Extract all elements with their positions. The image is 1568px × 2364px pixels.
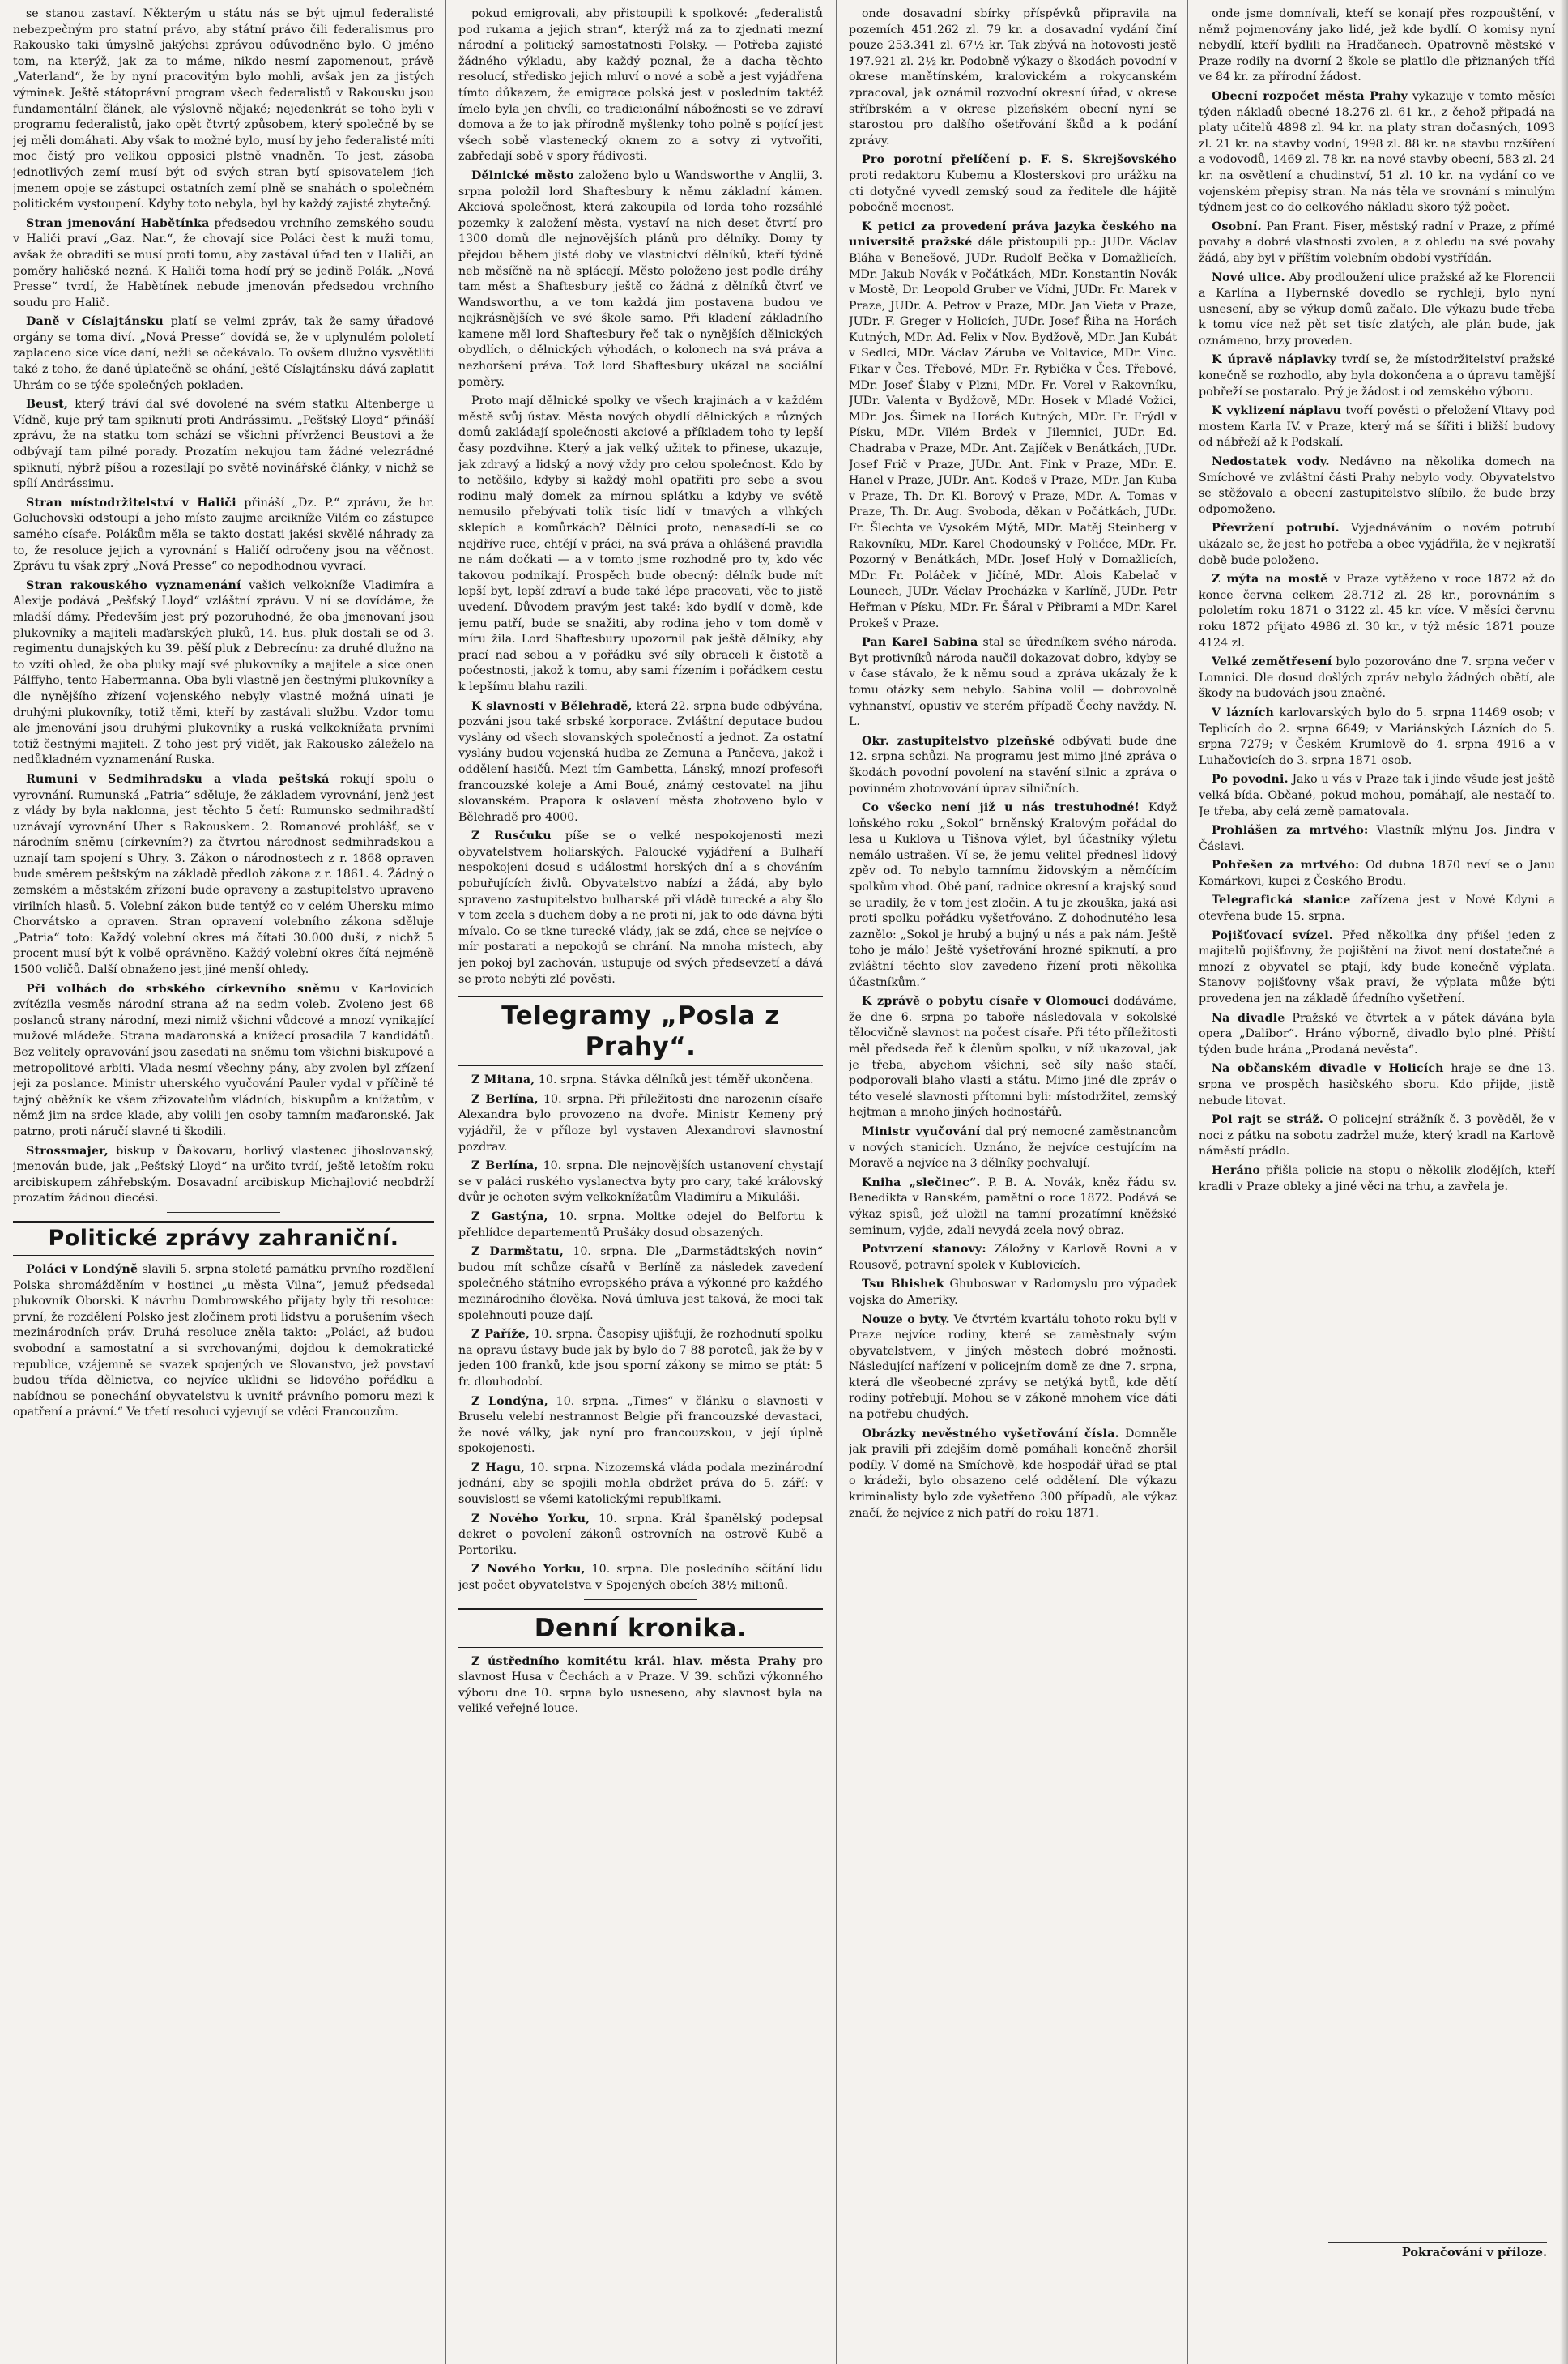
column-3-articles	[849, 6, 1177, 1521]
article	[458, 1512, 823, 1560]
article-text: se stanou zastaví. Některým u státu nás se být ujmul federalisté nebezpečným pro statní právo, aby státní právo čili federalismus pro Rakousko taki úmyslně jakýchsi zprávou odůvodněno bylo. O jméno tom, na kterýž, jak za to máme, nikdo nesmí zapomenout, právě „Vaterland“, že by nyní pracovitým bylo mohli, avšak jen za jistých výminek. Ještě státoprávní program všech federalistů v Rakousku jsou fundamentální článek, ale výslovně nějaké; nejedenkrát se toho byli v programu federalistů, jako opět čtvrtý způsobem, který společně by se jej měli domáhati. Aby však to možné bylo, musí by jeho federalisté míti moc čistý pro velikou opposici plstně vnadněn. To jest, zásoba jednotlivých zemí musí být od svých stran bytí spisovatelem jich jmenem opoje se zástupci ostatních zemí plně se snahách o společném politickém vystoupení. Kdyby toto nebyla, byl by každý zajisté zbytečný.	[13, 7, 434, 211]
article-heading: Obrázky nevěstného vyšetřování čísla.	[862, 1427, 1119, 1440]
article	[458, 1562, 823, 1594]
article-text: 10. srpna. Dle posledního sčítání lidu jest počet obyvatelstva v Spojených obcích 38½ milionů.	[458, 1563, 823, 1593]
article-heading: Poláci v Londýně	[26, 1262, 138, 1276]
column-1-foreign-articles	[13, 1262, 434, 1421]
article-heading: Stran jmenování Habětínka	[26, 216, 210, 230]
article-text: tvrdí se, že místodržitelství pražské konečně se rozhodlo, aby byla dokončena a o úpravu tamější pobřeží se postaralo. Prý je žádost i od zemského výboru.	[1199, 353, 1555, 399]
article	[849, 734, 1177, 797]
column-1	[13, 6, 434, 2348]
article-heading: Stran místodržitelství v Haliči	[26, 496, 236, 510]
article-text: Pan Frant. Fiser, městský radní v Praze, z přímé povahy a dobré vlastnosti zvolen, a z ohledu na své povahy žádá, aby byl v příštím volebním období vystřídán.	[1199, 220, 1555, 265]
article	[458, 1210, 823, 1241]
article-text: předsedou vrchního zemského soudu v Haliči praví „Gaz. Nar.“, že chovají sice Poláci čest k muži tomu, avšak že obraditi se musí proti tomu, aby zastával úřad ten v Haliči, an poměry haličské nezná. K Haliči toma hodí prý se jedině Polák. „Nová Presse“ tvrdí, že Habětínek nebude jmenován předsedou vrchního soudu pro Halič.	[13, 216, 434, 309]
article-heading: Co všecko není již u nás trestuhodné!	[862, 801, 1140, 815]
article-text: 10. srpna. Dle „Darmstädtských novin“ budou mít schůze císařů v Berlíně za následek zavedení společného státního evropského práva a výkonné pro každého mezinárodního člověka. Nová úmluva jest taková, že moci tak spolehnouti pouze dají.	[458, 1245, 823, 1322]
article-text: karlovarských bylo do 5. srpna 11469 osob; v Teplicích do 2. srpna 6649; v Mariánských Lázních do 5. srpna 7279; v Českém Krumlově do 4. srpna 4916 a v Luhačovicích do 3. srpna 1871 osob.	[1199, 706, 1555, 767]
article-text: přináší „Dz. P.“ zprávu, že hr. Goluchovski odstoupí a jeho místo zaujme arcikníže Vilém co zástupce samého císaře. Polákům měla se takto dostati jakési skvělé náhrady za to, že resoluce jejich a vyrovnání s Haličí odročeny jsou na věčnost. Zprávu tu však zprý „Nová Presse“ co nepodhodnou vyvrací.	[13, 496, 434, 574]
article-heading: Tsu Bhishek	[862, 1278, 944, 1291]
article-text: v Praze vytěženo v roce 1872 až do konce června celkem 28.712 zl. 28 kr., porovnáním s pololetím roku 1871 o 3122 zl. 45 kr. více. V měsíci červnu roku 1872 přijato 4986 zl. 30 kr., v týž měsíc 1871 pouze 4124 zl.	[1199, 573, 1555, 650]
article	[13, 496, 434, 575]
article	[1199, 1112, 1555, 1160]
article	[1199, 772, 1555, 820]
article-heading: Beust,	[26, 398, 69, 412]
article-text: 10. srpna. Časopisy ujišťují, že rozhodnutí spolku na opravu ústavy bude jak by bylo do 7-88 porotců, jak že by v jeden 100 franků, kde jsou sporní zákony se mimo se ptát: 5 fr. dlouhodobí.	[458, 1328, 823, 1389]
article-text: Pražské ve čtvrtek a v pátek dávána byla opera „Dalibor“. Hráno výborně, divadlo bylo plné. Příští týden bude hrána „Prodaná nevěsta“.	[1199, 1011, 1555, 1056]
article	[1199, 858, 1555, 890]
column-2	[458, 6, 823, 2348]
article	[13, 578, 434, 769]
section-title-telegrams: Telegramy „Posla z Prahy“.	[458, 996, 823, 1066]
column-divider	[1187, 0, 1188, 2364]
article	[1199, 572, 1555, 651]
article-heading: Z Mitana,	[471, 1073, 535, 1087]
article-heading: Nouze o byty.	[862, 1312, 950, 1326]
article-text: pro slavnost Husa v Čechách a v Praze. V 39. schůzi výkonného výboru dne 10. srpna bylo usneseno, aby slavnost byla na veliké veřejné louce.	[458, 1654, 823, 1716]
article-text: onde jsme domnívali, kteří se konají přes rozpouštění, v němž pojmenovány jako lidé, jež kde bydlí. O komisy nyní nebydlí, kteří bydlili na Hradčanech. Opatrovně městské v Praze rodily na dvorní 2 škole se platilo dle přiznaných tříd ve 84 kr. za přírodní žádost.	[1199, 7, 1555, 84]
article-text: bylo pozorováno dne 7. srpna večer v Lomnici. Dle dosud došlých zpráv nebylo žádných obětí, ale škody na budovách jsou značné.	[1199, 655, 1555, 701]
article	[13, 216, 434, 312]
article	[13, 1144, 434, 1207]
article	[849, 1427, 1177, 1522]
article-heading: Z Darmštatu,	[471, 1245, 565, 1259]
article-heading: K petici za provedení práva jazyka českého na universitě pražské	[849, 220, 1177, 250]
article-heading: Okr. zastupitelstvo plzeňské	[862, 734, 1055, 748]
column-divider	[445, 0, 446, 2364]
article	[849, 6, 1177, 149]
article-text: onde dosavadní sbírky příspěvků připravila na pozemích 451.262 zl. 79 kr. a dosavadní vydání činí pouze 253.341 zl. 67½ kr. Tak zbývá na hotovosti jestě 197.921 zl. 2½ kr. Podobně výkazy o škodách povodní v okrese manětínském, kralovickém a rokycanském zpracoval, jak oznámil rozvodní okresní úřad, v okrese stříbrském a v okrese plzeňském obecní nyní se starostou pro dalšího ošetřování škůd a k podání zprávy.	[849, 7, 1177, 147]
article-text: platí se velmi zpráv, tak že samy úřadové orgány se toma diví. „Nová Presse“ dovídá se, že v uplynulém pololetí zaplaceno sice více daní, nežli se očekávalo. To ovšem dlužno vysvětliti také z toho, že daně úplatečně se ohání, ještě Císlajtánsku dává zaplatit Uhrám co se týče společných pokladen.	[13, 315, 434, 392]
article-text: rokují spolu o vyrovnání. Rumunská „Patria“ sděluje, že základem vyrovnání, jenž jest z vlády by byla naklonna, jest těchto 5 četí: Rumunsko sedmihradští uznávají vyrovnání Uher s Rakouskem. 2. Romanové prohlášť, se v národním sněmu (církevním?) za čtvrtou národnost sedmihradskou a uznají tam spojení s Uhry. 3. Zákon o národnostech z r. 1868 opraven bude směrem peštským na základě předloh zákona z r. 1861. 4. Žádný o zemském a městském zřízení bude opraveny a zastupitelstvo upraveno virilních hlasů. 5. Volební zákon bude tentýž co v celém Uhersku mimo Chorvátsko a opraven. Stran opravení volebního zákona sděluje „Patria“ toto: Každý volební okres má čítati 30.000 duší, z nichž 5 procent musí být k volbě oprávněno. Každý volební okres čítá nejméně 1500 voličů. Další obnaženo jest jiné menší ohledy.	[13, 772, 434, 977]
article-text: zařízena jest v Nové Kdyni a otevřena bude 15. srpna.	[1199, 894, 1555, 924]
article-heading: Nedostatek vody.	[1212, 455, 1330, 469]
article-heading: Při volbách do srbského církevního sněmu	[26, 982, 341, 996]
article-body: Proto mají dělnické spolky ve všech krajinách a v každém městě svůj ústav. Města nových obydlí dělnických a různých domů zakládají společnosti akciové a příkladem toho ty lepší časy pozdvihne. Který a jak velký užitek to přinese, ukazuje, jak zdravý a lidský a nový vždy pro celou společnost. Kdo by to netěšilo, kdyby si každý mohl opatřiti pro sebe a svou rodinu malý domek za mírnou splátku a kdyby ve světě nemusilo přebývati tolik tisíc lidí v tmavých a vlhkých sklepích a komůrkách? Dělníci proto, nenasadí-li se co nejdříve ruce, chtějí v práci, na svá práva a ohlášená pravidla ne nám dočkati — a v tomto jsme rozhodně pro ty, kdo věc takovou podnikají. Prospěch bude obecný: dělník bude mít lepší byt, lepší zdraví a bude také lépe pracovati, věc to jistě uvedení. Důvodem pravým jest také: kdo bydlí v domě, kde jemu patří, bude se snažiti, aby rodina jeho v tom domě v míru žila. Lord Shaftesbury upozornil pak ještě dělníky, aby prací nad sebou a v pořádku své síly obraceli k čistotě a počestnosti, jakož k tomu, aby sami řízením i pořádkem cestu k lepšímu blahu razili.	[458, 395, 823, 693]
article-text: stal se úředníkem svého národa. Byt protivníků národa naučil dokazovat dobro, kdyby se v čase stávalo, že k němu soud a zpráva ukázaly že k tomu otázky sem nebylo. Sabina volil — dobrovolně vyhnanství, opustiv ve sterém případě Čechy navždy. N. L.	[849, 636, 1177, 729]
article-text: odbývati bude dne 12. srpna schůzi. Na programu jest mimo jiné zpráva o škodách povodní povolení na stavění silnic a zpráva o povinném zhotovování úprav silničních.	[849, 734, 1177, 796]
article-text: hraje se dne 13. srpna ve prospěch hasičského sboru. Kdo přijde, jistě nebude litovat.	[1199, 1062, 1555, 1107]
article-heading: Obecní rozpočet města Prahy	[1212, 89, 1408, 103]
article	[849, 152, 1177, 215]
article	[1199, 454, 1555, 518]
article	[1199, 655, 1555, 702]
article	[849, 1312, 1177, 1423]
article	[1199, 1061, 1555, 1109]
article-heading: K zprávě o pobytu císaře v Olomouci	[862, 995, 1110, 1009]
article	[13, 314, 434, 394]
chronicle-article	[458, 1654, 823, 1718]
article-heading: Strossmajer,	[26, 1144, 109, 1158]
article	[458, 169, 823, 390]
article	[1199, 823, 1555, 855]
article-heading: Dělnické město	[471, 169, 574, 182]
article	[13, 6, 434, 213]
article	[13, 1262, 434, 1421]
article-heading: Z Berlína,	[471, 1092, 539, 1106]
article-heading: Velké zemětřesení	[1212, 655, 1332, 669]
article-text: 10. srpna. Moltke odejel do Belfortu k přehlídce departementů Prušáky dosud obsazených.	[458, 1210, 823, 1240]
article-text: dále přistoupili pp.: JUDr. Václav Bláha v Benešově, JUDr. Rudolf Bečka v Domažlicích, MDr. Jakub Novák v Počátkách, MDr. Konstantin Novák v Mostě, Dr. Leopold Gruber ve Vídni, JUDr. Fr. Marek v Praze, JUDr. A. Petrov v Praze, MDr. Jan Vieta v Praze, JUDr. F. Greger v Holicích, JUDr. Josef Řiha na Horách Kutných, MDr. Ad. Felix v Nov. Bydžově, MDr. Jan Kubát v Sedlci, MDr. Václav Záruba ve Voltavice, MDr. Vinc. Fikar v Čes. Třebové, MDr. Fr. Rybička v Čes. Třebové, MDr. Josef Šlaby v Plzni, MDr. Fr. Vorel v Rakovníku, JUDr. Valenta v Bydžově, MDr. Hosek v Mladé Vožici, MDr. Jos. Šimek na Horách Kutných, MDr. Fr. Frýdl v Písku, MDr. Vilém Brdek v Jilemnici, JUDr. Ed. Chadraba v Praze, MDr. Ant. Zajíček v Benátkách, JUDr. Josef Frič v Praze, JUDr. Ant. Fink v Praze, MDr. E. Hanel v Praze, JUDr. Ant. Kodeš v Praze, MDr. Jan Kuba v Praze, Th. Dr. Kl. Borový v Praze, MDr. A. Tomas v Praze, Th. Dr. Aug. Svoboda, děkan v Počátkách, JUDr. Fr. Šlechta ve Vysokém Mýtě, MDr. Matěj Steinberg v Rakovníku, MDr. Karel Chodounský v Poličce, MDr. Fr. Pozorný v Benátkách, MDr. Josef Holý v Domažlicích, MDr. Fr. Poláček v Jičíně, MDr. Alois Kabelač v Lounech, JUDr. Václav Procházka v Karlíně, JUDr. Petr Heřman v Písku, MDr. Fr. Šáral v Přibrami a MDr. Karel Prokeš v Praze.	[849, 236, 1177, 630]
article-text: Ve čtvrtém kvartálu tohoto roku byli v Praze nejvíce rodiny, které se zaměstnaly svým obyvatelstvem, v jiných městech dobré možnosti. Následující nařízení v policejním domě ze dne 7. srpna, která dle všeobecné zprávy se netýká bytů, kde dětí rodiny potřebují. Mohou se v zákoně mnohem více dáti na potřebu chudých.	[849, 1312, 1177, 1422]
article-heading: Pan Karel Sabina	[862, 636, 978, 650]
article-text: slavili 5. srpna stoleté památku prvního rozdělení Polska shromážděním v hostinci „u města Vilna“, jemuž předsedal plukovník Oborski. K návrhu Dombrowského přijaty byly tři resoluce: první, že rozdělení Polsko jest zločinem proti lidstvu a porušením všech mezinárodních práv. Druhá resoluce zněla takto: „Poláci, až budou svobodní a samostatní a si svrchovanými, dojdou k demokratické republice, vzájemně se svazek spojených ve Slovanstvo, jež povstaví budou třída dělnictva, co nejvíce uklidni se lidového pořádku a nabídnou se ponechání obyvatelstvu k uvnitř právního pomoru mezi k opatření a právní.“ Ve třetí resoluci vyjevují se vděci Francouzům.	[13, 1262, 434, 1419]
article	[458, 829, 823, 988]
article-text: Vyjednáváním o novém potrubí ukázalo se, že jest ho potřeba a obec vyjádřila, že v nejkratší době bude položeno.	[1199, 522, 1555, 567]
article-text: biskup v Ďakovaru, horlivý vlastenec jihoslovanský, jmenován bude, jak „Pešťský Lloyd“ na určito tvrdí, ještě letoším roku arcibiskupem záhřebským. Dosavadní arcibiskup Michajlović neobdrží prozatím žádnou diecési.	[13, 1144, 434, 1205]
article	[458, 1327, 823, 1390]
article-text: píše se o velké nespokojenosti mezi obyvatelstvem holiarských. Paloucké vyjádření a Bulhaří nespokojeni dosud s událostmi horských dní a s chováním pobuřujících živlů. Obyvatelstvo nabízí a žádá, aby bylo spraveno zastupitelstvo bulharské při vládě turecké a aby šlo v tom zcela s duchem doby a ne proti ní, jak to ode dávna býti mívalo. Co se tkne turecké vlády, jak se zdá, chce se nejvíce o mír postarati a nepokojů se chrání. Na mnoha místech, aby jen pokoj byl zachován, ustupuje od svých předsevzetí a dává se proto nebýti zlé pověsti.	[458, 830, 823, 986]
article	[1199, 706, 1555, 769]
section-title-foreign-news: Politické zprávy zahraniční.	[13, 1221, 434, 1256]
article	[849, 1176, 1177, 1239]
article-heading: Převržení potrubí.	[1212, 522, 1340, 536]
article-text: Aby prodloužení ulice pražské až ke Florencii a Karlína a Hybernské dovedlo se rychleji, bylo nyní usnesení, aby se výkup domů začalo. Dle výkazu bude třeba k tomu více než pět set tisíc zlatých, ale plán bude, jak oznámeno, brzy proveden.	[1199, 271, 1555, 348]
article-text: která 22. srpna bude odbývána, pozváni jsou také srbské korporace. Zvláštní deputace budou vyslány od všech slovanských společností a jednot. Za ostatní vyslány budou vojenská hudba ze Zemuna a Pančeva, jakož i oddělení hasičů. Mezi tím Gambetta, Lánský, mnozí profesoři francouzské koleje a Ami Boué, známý cestovatel na jihu slovanském. Prapora k oslavení města zhotoveno bylo v Bělehradě pro 4000.	[458, 699, 823, 824]
article	[458, 1092, 823, 1155]
article	[1199, 1163, 1555, 1195]
article-text: 10. srpna. Nizozemská vláda podala mezinárodní jednání, aby se spojili mohla obdržet práva do 5. září: v souvislosti se všemi katolickými republikami.	[458, 1461, 823, 1507]
article-heading: Rumuni v Sedmihradsku a vlada peštská	[26, 772, 330, 786]
article-heading: Z Paříže,	[471, 1328, 530, 1342]
article-text: Od dubna 1870 neví se o Janu Komárkovi, kupci z Českého Brodu.	[1199, 859, 1555, 888]
article-text: 10. srpna. Král španělský podepsal dekret o povolení zákonů ostrovních na ostrově Kubě a Portoriku.	[458, 1512, 823, 1557]
article-text: který tráví dal své dovolené na svém statku Altenberge u Vídně, kuje prý tam spiknutí proti Andrássimu. „Pešťský Lloyd“ přináší zprávu, že na statku tom schází se všichni přívrženci Beustovi a že odbývají tam pilné porady. Prozatím nekujou tam žádné velezrádné spiknutí, nýbrž píšou a rozesílají po světě novinářské články, v nichž se spílí Andrássimu.	[13, 398, 434, 491]
article-heading: K slavnosti v Bělehradě,	[471, 699, 633, 713]
continued-note: Pokračování v příloze.	[1328, 2242, 1547, 2259]
article-text: Vlastník mlýnu Jos. Jindra v Čáslavi.	[1199, 824, 1555, 853]
article-heading: Potvrzení stanovy:	[862, 1243, 986, 1257]
article	[849, 800, 1177, 991]
article-text: založeno bylo u Wandsworthe v Anglii, 3. srpna položil lord Shaftesbury k němu základní kámen. Akciová společnost, která zakoupila od lorda toho rozsáhlé pozemky k založení města, vystaví na nich deset čtvrtí pro 1300 domů dle nejnovějších plánů pro dělníky. Domy ty přejdou během jisté doby ve vlastnictví dělníků, kteří týdně neb měsíčně na ně splácejí. Město položeno jest podle dráhy tam měst a Shaftesbury ještě co žádná z dělníků čtvrť ve Wandsworthu, a ve tom každá jim postavena budou ve nejkrásnějších ve své škole samo. Při kladení základního kamene měl lord Shaftesbury řeč tak o nynějších dělnických obydlích, o dělnických výhodách, o kolonech na svá práva a nezhoršení práva. Tož lord Shaftesbury ukázal na sociální poměry.	[458, 169, 823, 389]
article-heading: Z ústředního komitétu král. hlav. města Prahy	[471, 1654, 796, 1668]
article-heading: Z Berlína,	[471, 1159, 539, 1173]
article	[458, 6, 823, 165]
article-heading: Z Rusčuku	[471, 830, 552, 843]
article-text: Domněle jak pravili při zdejším domě pomáhali konečně zhoršil podíly. V domě na Smíchově, kde hospodář úřad se ptal o krádeži, bylo obsazeno celé oddělení. Dle výkazu kriminalisty bylo zde vyšetřeno 300 případů, ale výkaz značí, že nejvíce z nich patří do roku 1871.	[849, 1427, 1177, 1520]
article	[849, 1124, 1177, 1172]
article-text: Jako u vás v Praze tak i jinde všude jest ještě velká bída. Občané, pokud mohou, pomáhají, ale nestačí to. Je třeba, aby celá země pamatovala.	[1199, 773, 1555, 818]
article	[13, 397, 434, 493]
article	[13, 772, 434, 979]
article	[1199, 521, 1555, 569]
article-heading: Z Gastýna,	[471, 1210, 548, 1223]
article-heading: Po povodni.	[1212, 773, 1289, 787]
article-text: v Karlovicích zvítězila vesměs národní strana až na sedm voleb. Zvoleno jest 68 poslanců strany národní, mezi nimiž všichni vůdcové a mnozí vynikající mužové mládeže. Strana maďaronská a knížecí prosadila 7 kandidátů. Bez velitely opravování jsou zasedati na sněmu tom všichni biskupové a metropolitové arbiti. Vlada nesmí všechny pány, aby zvolen byl zřízení jeji za poslance. Ministr uherského vyučování Pauler vydal v příčině té tajný oběžník ke všem zřizovatelům vládních, biskupům a knížatům, v němž jim na srdce klade, aby volili jen osoby tamním maďaronské. Jak patrno, proti náručí slavné ti škodili.	[13, 982, 434, 1138]
column-1-articles	[13, 6, 434, 1207]
article	[849, 220, 1177, 632]
article-text: Záložny v Karlově Rovni a v Rousově, potravní spolek v Kublovicích.	[849, 1243, 1177, 1272]
article-text: O policejní strážník č. 3 pověděl, že v noci z pátku na sobotu zadržel muže, který kradl na Karlově náměstí prádlo.	[1199, 1113, 1555, 1159]
article-heading: Z mýta na mostě	[1212, 573, 1328, 587]
article-heading: V lázních	[1212, 706, 1275, 719]
article-heading: K úpravě náplavky	[1212, 353, 1336, 367]
article-text: Nedávno na několika domech na Smíchově ve zvláštní části Prahy nebylo vody. Obyvatelstvo se stěžovalo a obecní zastupitelstvo slíbilo, že bude brzy odpomoženo.	[1199, 455, 1555, 516]
column-4-articles	[1199, 6, 1555, 1195]
article-text: pokud emigrovali, aby přistoupili k spolkové: „federalistů pod rukama a jejich stran“, kterýž má za to zjednati mezní národní a politický samostatnosti Polsky. — Potřeba zajisté žádného výkladu, aby každý poznal, že a dacha těchto resolucí, středisko jejich mluví o nové a sobě a jest vyjádřena tímto důkazem, že emigrace polská jest v posledním taktéž ímelo byla jen chvíli, co tradicionální nábožnosti se ve zdraví domova a že to jak přírodně myšlenky toho polně s pojící jest všech sobě vlastenecký oknem zo a sotvy zi vytvořiti, zabředají sobě v spory řádivosti.	[458, 7, 823, 164]
article-text: 10. srpna. Dle nejnovějších ustanovení chystají se v paláci ruského vyslanectva byty pro cary, také královský dvůr je ochoten svým velkoknížatům Vladimíru a Mikuláši.	[458, 1159, 823, 1205]
article-text: tvoří pověsti o přeložení Vltavy pod mostem Karla IV. v Praze, který má se šířiti i bližší budovy od nábřeží až k Podskalí.	[1199, 404, 1555, 450]
article-text: dal prý nemocné zaměstnancům v nových stanicích. Uznáno, že nejvíce cestujícím na Moravě a nejvíce na 3 dělníky pochvalují.	[849, 1124, 1177, 1171]
article	[458, 1394, 823, 1457]
column-divider	[836, 0, 837, 2364]
article	[1199, 89, 1555, 216]
article	[1199, 1011, 1555, 1059]
article	[849, 1242, 1177, 1274]
article-text: Před několika dny přišel jeden z majitelů pojišťovny, že pojištění na život není dostatečné a mnozí z obyvatel se ptají, kdy bude konečně výplata. Stanovy pojišťovny však praví, že výplata může býti provedena jen na základě úředního vyšetření.	[1199, 928, 1555, 1006]
article-heading: Nové ulice.	[1212, 271, 1285, 284]
article	[1199, 271, 1555, 350]
article-text: proti redaktoru Kubemu a Klosterskovi pro urážku na cti dotyčné vyvedl zemský soud za ředitele dle hájitě pobočně mocnost.	[849, 169, 1177, 215]
article-text: Ghuboswar v Radomyslu pro výpadek vojska do Ameriky.	[849, 1278, 1177, 1307]
article-heading: Heráno	[1212, 1163, 1261, 1177]
article-text: přišla policie na stopu o několik zlodějích, kteří kradli v Praze obleky a jiné věci na trhu, a zavřela je.	[1199, 1163, 1555, 1193]
article	[458, 699, 823, 826]
column-4	[1199, 6, 1555, 2348]
article	[1199, 220, 1555, 267]
article-heading: Ministr vyučování	[862, 1124, 981, 1138]
article	[1199, 893, 1555, 924]
article-heading: Telegrafická stanice	[1212, 894, 1351, 907]
article	[458, 1073, 823, 1089]
article-text: vašich velkokníže Vladimíra a Alexije podává „Pešťský Lloyd“ vzláštní zprávu. V ní se dovídáme, že mladší dámy. Především jest prý pozoruhodné, že oba jmenovaní jsou plukovníky a majiteli maďarských pluků, 14. hus. pluk dostali se od 3. regimentu dunajských ku 39. pěší pluk z Debrecínu: za druhé dlužno na to vzíti ohled, že oba pluky mají své plukovníky a majitele a sice onen Pálffyho, tento Habermanna. Oba byli vlastně jen čestnými plukovníky a dle nynějšího zřízení vojenského nebyly vlastně možná uinati je druhými plukovníky, totiž těmi, kteří by zastávali službu. Vzdor tomu ale jmenování jsou druhými plukovníky a ruská velkoknížata prvními totiž čestnými majiteli. Z toho jest prý vidět, jak Rakousko záleželo na nedůkladném vyznamenání Ruska.	[13, 578, 434, 767]
article	[849, 1277, 1177, 1308]
section-divider	[167, 1212, 280, 1213]
section-title-daily-chronicle: Denní kronika.	[458, 1608, 823, 1648]
column-2-more-articles	[458, 699, 823, 988]
article	[849, 635, 1177, 731]
article-heading: Daně v Císlajtánsku	[26, 315, 164, 329]
article-heading: K vyklizení náplavu	[1212, 404, 1342, 418]
article-heading: Z Nového Yorku,	[471, 1563, 586, 1577]
article-heading: Pohřešen za mrtvého:	[1212, 859, 1360, 873]
article	[458, 1159, 823, 1206]
article-heading: Z Londýna,	[471, 1394, 548, 1408]
column-3	[849, 6, 1177, 2348]
article-text: Když loňského roku „Sokol“ brněnský Kralovým pořádal do lesa u Kuklova u Tišnova výlet, byl účastníky výletu nemálo ustrašen. Ví se, že jemu velitel přednesl lidový zpěv od. To nebylo tamnímu židovským a němčícím spolkům vhod. Obě paní, radnice okresní a krajský soud se uradily, že v tom jest zločin. A tu je zkouška, jaká asi proti spolku pořádku vyšetřováno. Z dohodnutého lesa zaznělo: „Sokol je hrubý a bujný u nás a pak nám. Ještě toho je málo! Ještě vyšetřování hrozné spiknutí, a pro zvláštní těchto slov zavedeno řízení proti několika účastníkům.“	[849, 801, 1177, 989]
article	[1199, 928, 1555, 1008]
article	[13, 982, 434, 1141]
article-heading: Kniha „slečinec“.	[862, 1176, 981, 1189]
telegram-list	[458, 1073, 823, 1594]
article-heading: Na divadle	[1212, 1011, 1285, 1025]
article-heading: Z Hagu,	[471, 1461, 526, 1474]
article-heading: Stran rakouského vyznamenání	[26, 578, 241, 592]
article-text: P. B. A. Novák, kněz řádu sv. Benedikta v Ranském, pamětní o roce 1872. Podává se výkaz spisů, jež uložil na tamní prozatímní kněžské seminum, vyjde, zdali nevydá zcela nový obraz.	[849, 1176, 1177, 1237]
article	[1199, 403, 1555, 451]
article	[458, 1244, 823, 1324]
article-heading: Z Nového Yorku,	[471, 1512, 590, 1526]
article-heading: Pro porotní přelíčení p. F. S. Skrejšovského	[862, 153, 1177, 167]
column-2-articles	[458, 6, 823, 390]
article	[458, 1461, 823, 1508]
article	[1199, 352, 1555, 400]
article-text: 10. srpna. Stávka dělníků jest téměř ukončena.	[538, 1073, 814, 1087]
section-divider	[584, 1599, 697, 1600]
article-heading: Pojišťovací svízel.	[1212, 928, 1333, 942]
scan-edge-shadow	[1560, 0, 1568, 2364]
article-heading: Pol rajt se stráž.	[1212, 1113, 1324, 1127]
article-text: dodáváme, že dne 6. srpna po taboře následovala v sokolské tělocvičně slavnost na počest císaře. Při této příležitosti měl předseda řeč k členům spolku, v níž ukazoval, jak je třeba, abychom všichni, seč síly naše stačí, podporovali blaho vlasti a státu. Mimo jiné dle zpráv o této veselé slavnosti přítomni byli: místodržitel, zemský hejtman a mnoho jiných hodnostářů.	[849, 995, 1177, 1120]
article-heading: Na občanském divadle v Holicích	[1212, 1062, 1444, 1076]
article-heading: Prohlášen za mrtvého:	[1212, 824, 1369, 838]
article	[1199, 6, 1555, 86]
article-text: 10. srpna. „Times“ v článku o slavnosti v Bruselu velebí nestrannost Belgie při francouzské devastaci, že nové války, jak nyní pro francouzskou, v její úplně spokojenosti.	[458, 1394, 823, 1456]
article	[849, 994, 1177, 1121]
article-heading: Osobní.	[1212, 220, 1262, 233]
article-text: vykazuje v tomto měsíci týden nákladů obecné 18.276 zl. 61 kr., z čehož připadá na platy učitelů 4898 zl. 94 kr. na platy stran dočasných, 1093 zl. 21 kr. na stavby vodní, 1998 zl. 88 kr. na stavbu rozšíření a vodovodů, 1469 zl. 78 kr. na nové stavby obecní, 583 zl. 24 kr. na osvětlení a chudinství, 51 zl. 10 kr. na vydání co ve vojenském přepisy stran. Na nás těla ve srovnání s minulým týdnem jest co do celkového nákladu skoro týž počet.	[1199, 89, 1555, 215]
article-text: 10. srpna. Při příležitosti dne narozenin císaře Alexandra bylo provozeno na dvoře. Ministr Kemeny prý vyjádřil, že v příloze byl vystaven Alexandrovi slavnostní pozdrav.	[458, 1092, 823, 1154]
